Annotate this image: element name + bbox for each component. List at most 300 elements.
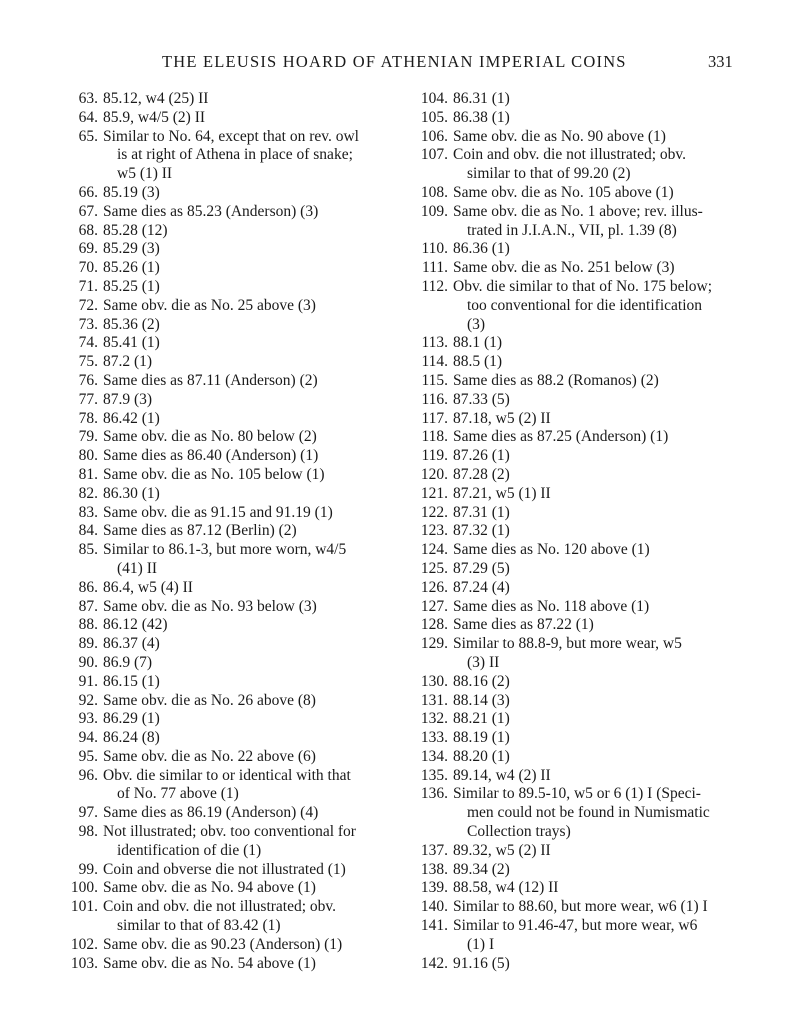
- entry-number: 85.: [78, 541, 98, 559]
- entry-line: 87.24 (4): [453, 578, 510, 596]
- entry-number: 73.: [78, 315, 98, 333]
- catalog-entry: [60, 898, 390, 936]
- entry-text: [453, 466, 742, 485]
- catalog-entry: [410, 428, 742, 447]
- entry-line: of No. 77 above (1): [117, 785, 239, 803]
- catalog-entry: [60, 184, 390, 203]
- entry-text: [453, 616, 742, 635]
- entry-number: 111.: [422, 259, 448, 277]
- entry-number: 77.: [78, 390, 98, 408]
- catalog-entry: [410, 917, 742, 955]
- catalog-entry: [410, 842, 742, 861]
- running-header: [0, 52, 801, 76]
- entry-line: 88.19 (1): [453, 729, 510, 747]
- entry-number: 134.: [420, 747, 448, 765]
- catalog-entry: [60, 353, 390, 372]
- right-column: [410, 90, 742, 973]
- catalog-entry: [60, 955, 390, 974]
- entry-number: 64.: [78, 108, 98, 126]
- entry-text: [453, 748, 742, 767]
- entry-line: Similar to 88.60, but more wear, w6 (1) I: [453, 898, 708, 916]
- entry-text: [103, 410, 390, 429]
- entry-text: [103, 391, 390, 410]
- entry-text: [453, 447, 742, 466]
- catalog-entry: [410, 898, 742, 917]
- entry-line: Same obv. die as No. 1 above; rev. illus-: [453, 202, 703, 220]
- entry-line: is at right of Athena in place of snake;: [117, 146, 353, 164]
- entry-number: 127.: [420, 597, 448, 615]
- entry-line: 85.19 (3): [103, 183, 160, 201]
- catalog-entry: [60, 804, 390, 823]
- catalog-entry: [410, 504, 742, 523]
- entry-number: 112.: [421, 277, 448, 295]
- entry-line: Same obv. die as No. 26 above (8): [103, 691, 316, 709]
- entry-number: 102.: [70, 935, 98, 953]
- catalog-entry: [60, 410, 390, 429]
- entry-line: 86.36 (1): [453, 240, 510, 258]
- catalog-entry: [60, 861, 390, 880]
- entry-line: 86.37 (4): [103, 635, 160, 653]
- entry-text: [103, 710, 390, 729]
- entry-line: Same obv. die as 91.15 and 91.19 (1): [103, 503, 333, 521]
- entry-text: [453, 278, 742, 334]
- entry-text: [103, 654, 390, 673]
- entry-text: [453, 372, 742, 391]
- catalog-entry: [410, 879, 742, 898]
- entry-line: Same obv. die as No. 90 above (1): [453, 127, 666, 145]
- entry-text: [453, 541, 742, 560]
- entry-line: 86.12 (42): [103, 616, 168, 634]
- entry-line: 87.18, w5 (2) II: [453, 409, 551, 427]
- entry-line: 87.26 (1): [453, 447, 510, 465]
- entry-text: [103, 259, 390, 278]
- entry-number: 119.: [421, 447, 448, 465]
- entry-line: (1) I: [467, 935, 495, 953]
- catalog-entry: [410, 278, 742, 334]
- catalog-entry: [60, 936, 390, 955]
- entry-line: Same obv. die as No. 25 above (3): [103, 296, 316, 314]
- entry-number: 72.: [78, 296, 98, 314]
- entry-text: [453, 109, 742, 128]
- entry-text: [103, 128, 390, 184]
- entry-number: 92.: [78, 691, 98, 709]
- entry-text: [453, 579, 742, 598]
- entry-line: Same obv. die as 90.23 (Anderson) (1): [103, 935, 343, 953]
- catalog-entry: [410, 447, 742, 466]
- entry-line: Same dies as 85.23 (Anderson) (3): [103, 202, 319, 220]
- entry-number: 110.: [421, 240, 448, 258]
- entry-line: identification of die (1): [117, 841, 262, 859]
- entry-number: 114.: [421, 353, 448, 371]
- catalog-entry: [60, 278, 390, 297]
- catalog-entry: [60, 654, 390, 673]
- entry-line: 88.14 (3): [453, 691, 510, 709]
- entry-text: [453, 785, 742, 841]
- entry-text: [103, 692, 390, 711]
- entry-text: [453, 598, 742, 617]
- entry-number: 115.: [421, 371, 448, 389]
- entry-text: [103, 222, 390, 241]
- catalog-entry: [410, 109, 742, 128]
- catalog-entry: [60, 297, 390, 316]
- entry-number: 133.: [420, 729, 448, 747]
- entry-line: 87.21, w5 (1) II: [453, 484, 551, 502]
- entry-number: 123.: [420, 522, 448, 540]
- catalog-entry: [410, 785, 742, 841]
- entry-text: [103, 485, 390, 504]
- entry-text: [103, 184, 390, 203]
- entry-line: Same obv. die as No. 93 below (3): [103, 597, 317, 615]
- entry-number: 78.: [78, 409, 98, 427]
- entry-text: [453, 428, 742, 447]
- entry-text: [453, 240, 742, 259]
- entry-text: [453, 203, 742, 241]
- catalog-entry: [60, 334, 390, 353]
- entry-number: 117.: [421, 409, 448, 427]
- entry-text: [103, 447, 390, 466]
- entry-number: 86.: [78, 578, 98, 596]
- entry-text: [103, 466, 390, 485]
- entry-number: 89.: [78, 635, 98, 653]
- entry-line: Same dies as 87.11 (Anderson) (2): [103, 371, 318, 389]
- entry-number: 96.: [78, 766, 98, 784]
- catalog-entry: [60, 109, 390, 128]
- entry-number: 68.: [78, 221, 98, 239]
- catalog-entry: [60, 90, 390, 109]
- catalog-entry: [410, 146, 742, 184]
- catalog-entry: [60, 504, 390, 523]
- entry-number: 100.: [70, 879, 98, 897]
- entry-line: 87.2 (1): [103, 353, 153, 371]
- catalog-entry: [410, 259, 742, 278]
- entry-number: 109.: [420, 202, 448, 220]
- entry-line: Coin and obv. die not illustrated; obv.: [103, 898, 337, 916]
- entry-text: [453, 635, 742, 673]
- entry-number: 65.: [78, 127, 98, 145]
- entry-text: [453, 729, 742, 748]
- entry-line: Same obv. die as No. 80 below (2): [103, 428, 317, 446]
- entry-text: [453, 391, 742, 410]
- entry-line: Obv. die similar to that of No. 175 below;: [453, 277, 713, 295]
- entry-line: Similar to 88.8-9, but more wear, w5: [453, 635, 682, 653]
- entry-line: 88.58, w4 (12) II: [453, 879, 559, 897]
- entry-text: [453, 898, 742, 917]
- entry-line: 86.29 (1): [103, 710, 160, 728]
- entry-text: [103, 90, 390, 109]
- entry-text: [453, 861, 742, 880]
- entry-number: 80.: [78, 447, 98, 465]
- catalog-entry: [60, 579, 390, 598]
- entry-text: [453, 504, 742, 523]
- entry-line: 86.4, w5 (4) II: [103, 578, 193, 596]
- entry-number: 83.: [78, 503, 98, 521]
- entry-line: Same dies as 87.25 (Anderson) (1): [453, 428, 669, 446]
- entry-number: 82.: [78, 484, 98, 502]
- catalog-entry: [60, 541, 390, 579]
- entry-text: [103, 729, 390, 748]
- entry-number: 106.: [420, 127, 448, 145]
- entry-number: 81.: [78, 465, 98, 483]
- catalog-entry: [60, 729, 390, 748]
- catalog-entry: [410, 90, 742, 109]
- catalog-entry: [60, 240, 390, 259]
- entry-line: 86.42 (1): [103, 409, 160, 427]
- catalog-entry: [60, 879, 390, 898]
- entry-line: 88.1 (1): [453, 334, 503, 352]
- entry-number: 99.: [78, 860, 98, 878]
- catalog-entry: [410, 372, 742, 391]
- catalog-entry: [60, 466, 390, 485]
- entry-line: 88.5 (1): [453, 353, 503, 371]
- entry-line: 87.29 (5): [453, 559, 510, 577]
- entry-text: [103, 428, 390, 447]
- catalog-entry: [60, 598, 390, 617]
- entry-text: [453, 128, 742, 147]
- entry-line: w5 (1) II: [117, 165, 173, 183]
- entry-line: Same dies as 87.12 (Berlin) (2): [103, 522, 297, 540]
- catalog-entry: [410, 598, 742, 617]
- entry-text: [103, 372, 390, 391]
- entry-line: Same obv. die as No. 105 above (1): [453, 183, 674, 201]
- entry-line: 88.16 (2): [453, 672, 510, 690]
- entry-text: [453, 879, 742, 898]
- entry-number: 128.: [420, 616, 448, 634]
- entry-line: Obv. die similar to or identical with that: [103, 766, 351, 784]
- catalog-entry: [60, 222, 390, 241]
- entry-number: 124.: [420, 541, 448, 559]
- catalog-entry: [410, 579, 742, 598]
- entry-number: 105.: [420, 108, 448, 126]
- entry-number: 70.: [78, 259, 98, 277]
- entry-number: 130.: [420, 672, 448, 690]
- entry-line: 87.9 (3): [103, 390, 153, 408]
- entry-number: 79.: [78, 428, 98, 446]
- entry-line: trated in J.I.A.N., VII, pl. 1.39 (8): [467, 221, 677, 239]
- entry-text: [453, 673, 742, 692]
- entry-line: Similar to 91.46-47, but more wear, w6: [453, 917, 698, 935]
- catalog-entry: [410, 466, 742, 485]
- catalog-entry: [60, 710, 390, 729]
- entry-line: Similar to 86.1-3, but more worn, w4/5: [103, 541, 347, 559]
- entry-line: Coin and obv. die not illustrated; obv.: [453, 146, 687, 164]
- catalog-entry: [410, 391, 742, 410]
- entry-number: 120.: [420, 465, 448, 483]
- entry-line: 85.9, w4/5 (2) II: [103, 108, 206, 126]
- entry-number: 108.: [420, 183, 448, 201]
- catalog-entry: [60, 485, 390, 504]
- entry-line: 88.20 (1): [453, 747, 510, 765]
- entry-text: [103, 316, 390, 335]
- entry-line: 85.41 (1): [103, 334, 160, 352]
- entry-number: 121.: [420, 484, 448, 502]
- left-column: [60, 90, 390, 973]
- entry-line: (3): [467, 315, 486, 333]
- entry-number: 116.: [421, 390, 448, 408]
- entry-line: 85.25 (1): [103, 277, 160, 295]
- entry-line: 85.29 (3): [103, 240, 160, 258]
- catalog-entry: [410, 861, 742, 880]
- catalog-entry: [410, 203, 742, 241]
- catalog-entry: [60, 372, 390, 391]
- catalog-entry: [410, 410, 742, 429]
- catalog-entry: [410, 184, 742, 203]
- entry-line: Same obv. die as No. 22 above (6): [103, 747, 316, 765]
- catalog-entry: [60, 259, 390, 278]
- entry-number: 140.: [420, 898, 448, 916]
- entry-number: 66.: [78, 183, 98, 201]
- entry-number: 113.: [421, 334, 448, 352]
- entry-number: 87.: [78, 597, 98, 615]
- entry-number: 75.: [78, 353, 98, 371]
- entry-number: 137.: [420, 841, 448, 859]
- entry-line: Same dies as No. 120 above (1): [453, 541, 650, 559]
- entry-text: [103, 504, 390, 523]
- entry-number: 90.: [78, 653, 98, 671]
- entry-line: Similar to No. 64, except that on rev. owl: [103, 127, 359, 145]
- entry-number: 93.: [78, 710, 98, 728]
- entry-line: Same dies as No. 118 above (1): [453, 597, 650, 615]
- entry-text: [453, 146, 742, 184]
- entry-text: [103, 353, 390, 372]
- entry-line: 89.32, w5 (2) II: [453, 841, 551, 859]
- entry-number: 69.: [78, 240, 98, 258]
- entry-text: [103, 240, 390, 259]
- catalog-entry: [60, 522, 390, 541]
- entry-text: [453, 955, 742, 974]
- entry-text: [453, 842, 742, 861]
- entry-number: 141.: [420, 917, 448, 935]
- catalog-entry: [410, 560, 742, 579]
- entry-line: 87.32 (1): [453, 522, 510, 540]
- catalog-entry: [410, 673, 742, 692]
- catalog-entry: [410, 522, 742, 541]
- entry-line: Similar to 89.5-10, w5 or 6 (1) I (Speci-: [453, 785, 701, 803]
- entry-line: 89.34 (2): [453, 860, 510, 878]
- entry-line: 87.33 (5): [453, 390, 510, 408]
- catalog-entry: [410, 240, 742, 259]
- entry-number: 138.: [420, 860, 448, 878]
- entry-text: [453, 259, 742, 278]
- catalog-entry: [60, 316, 390, 335]
- entry-text: [103, 955, 390, 974]
- entry-text: [103, 879, 390, 898]
- entry-text: [103, 804, 390, 823]
- entry-line: 85.26 (1): [103, 259, 160, 277]
- entry-number: 107.: [420, 146, 448, 164]
- catalog-entry: [60, 391, 390, 410]
- entry-text: [453, 917, 742, 955]
- entry-text: [103, 598, 390, 617]
- catalog-entry: [60, 128, 390, 184]
- entry-line: Same obv. die as No. 54 above (1): [103, 954, 316, 972]
- entry-text: [103, 203, 390, 222]
- catalog-entry: [60, 428, 390, 447]
- catalog-entry: [410, 334, 742, 353]
- entry-line: 86.9 (7): [103, 653, 153, 671]
- entry-text: [453, 767, 742, 786]
- entry-text: [453, 353, 742, 372]
- catalog-entry: [410, 353, 742, 372]
- entry-number: 126.: [420, 578, 448, 596]
- entry-number: 94.: [78, 729, 98, 747]
- catalog-entry: [60, 673, 390, 692]
- entry-number: 74.: [78, 334, 98, 352]
- entry-line: (41) II: [117, 559, 158, 577]
- entry-text: [103, 898, 390, 936]
- entry-number: 88.: [78, 616, 98, 634]
- page-number: 331: [708, 52, 733, 71]
- entry-number: 104.: [420, 90, 448, 107]
- catalog-entry: [410, 541, 742, 560]
- entry-text: [103, 748, 390, 767]
- entry-line: (3) II: [467, 653, 500, 671]
- entry-text: [453, 692, 742, 711]
- catalog-entry: [410, 485, 742, 504]
- entry-text: [103, 616, 390, 635]
- entry-number: 125.: [420, 559, 448, 577]
- entry-text: [103, 109, 390, 128]
- entry-line: Same dies as 86.40 (Anderson) (1): [103, 447, 319, 465]
- running-title: THE ELEUSIS HOARD OF ATHENIAN IMPERIAL COINS: [162, 52, 627, 71]
- entry-number: 122.: [420, 503, 448, 521]
- entry-number: 71.: [78, 277, 98, 295]
- catalog-entry: [410, 692, 742, 711]
- entry-text: [103, 522, 390, 541]
- entry-line: Same obv. die as No. 251 below (3): [453, 259, 675, 277]
- entry-line: 86.38 (1): [453, 108, 510, 126]
- catalog-entry: [60, 767, 390, 805]
- entry-text: [103, 297, 390, 316]
- entry-number: 91.: [78, 672, 98, 690]
- catalog-entry: [60, 823, 390, 861]
- entry-text: [103, 673, 390, 692]
- entry-line: Same dies as 86.19 (Anderson) (4): [103, 804, 319, 822]
- entry-number: 97.: [78, 804, 98, 822]
- entry-line: Same dies as 87.22 (1): [453, 616, 594, 634]
- catalog-entry: [410, 128, 742, 147]
- entry-line: Same dies as 88.2 (Romanos) (2): [453, 371, 659, 389]
- entry-line: men could not be found in Numismatic: [467, 804, 710, 822]
- entry-text: [453, 90, 742, 109]
- entry-text: [103, 334, 390, 353]
- entry-text: [453, 560, 742, 579]
- entry-line: 86.15 (1): [103, 672, 160, 690]
- entry-text: [453, 184, 742, 203]
- catalog-entry: [60, 203, 390, 222]
- entry-text: [103, 541, 390, 579]
- catalog-entry: [410, 748, 742, 767]
- catalog-entry: [60, 635, 390, 654]
- entry-line: 87.31 (1): [453, 503, 510, 521]
- entry-text: [103, 767, 390, 805]
- entry-line: Same obv. die as No. 94 above (1): [103, 879, 316, 897]
- catalog-entry: [60, 616, 390, 635]
- entry-line: similar to that of 99.20 (2): [467, 165, 631, 183]
- entry-number: 135.: [420, 766, 448, 784]
- entry-line: similar to that of 83.42 (1): [117, 917, 281, 935]
- entry-number: 76.: [78, 371, 98, 389]
- catalog-entry: [410, 767, 742, 786]
- entry-number: 142.: [420, 954, 448, 972]
- entry-text: [453, 410, 742, 429]
- catalog-entry: [410, 710, 742, 729]
- catalog-entry: [410, 729, 742, 748]
- catalog-entry: [410, 955, 742, 974]
- entry-line: 91.16 (5): [453, 954, 510, 972]
- entry-text: [453, 485, 742, 504]
- entry-line: 86.24 (8): [103, 729, 160, 747]
- catalog-entry: [60, 748, 390, 767]
